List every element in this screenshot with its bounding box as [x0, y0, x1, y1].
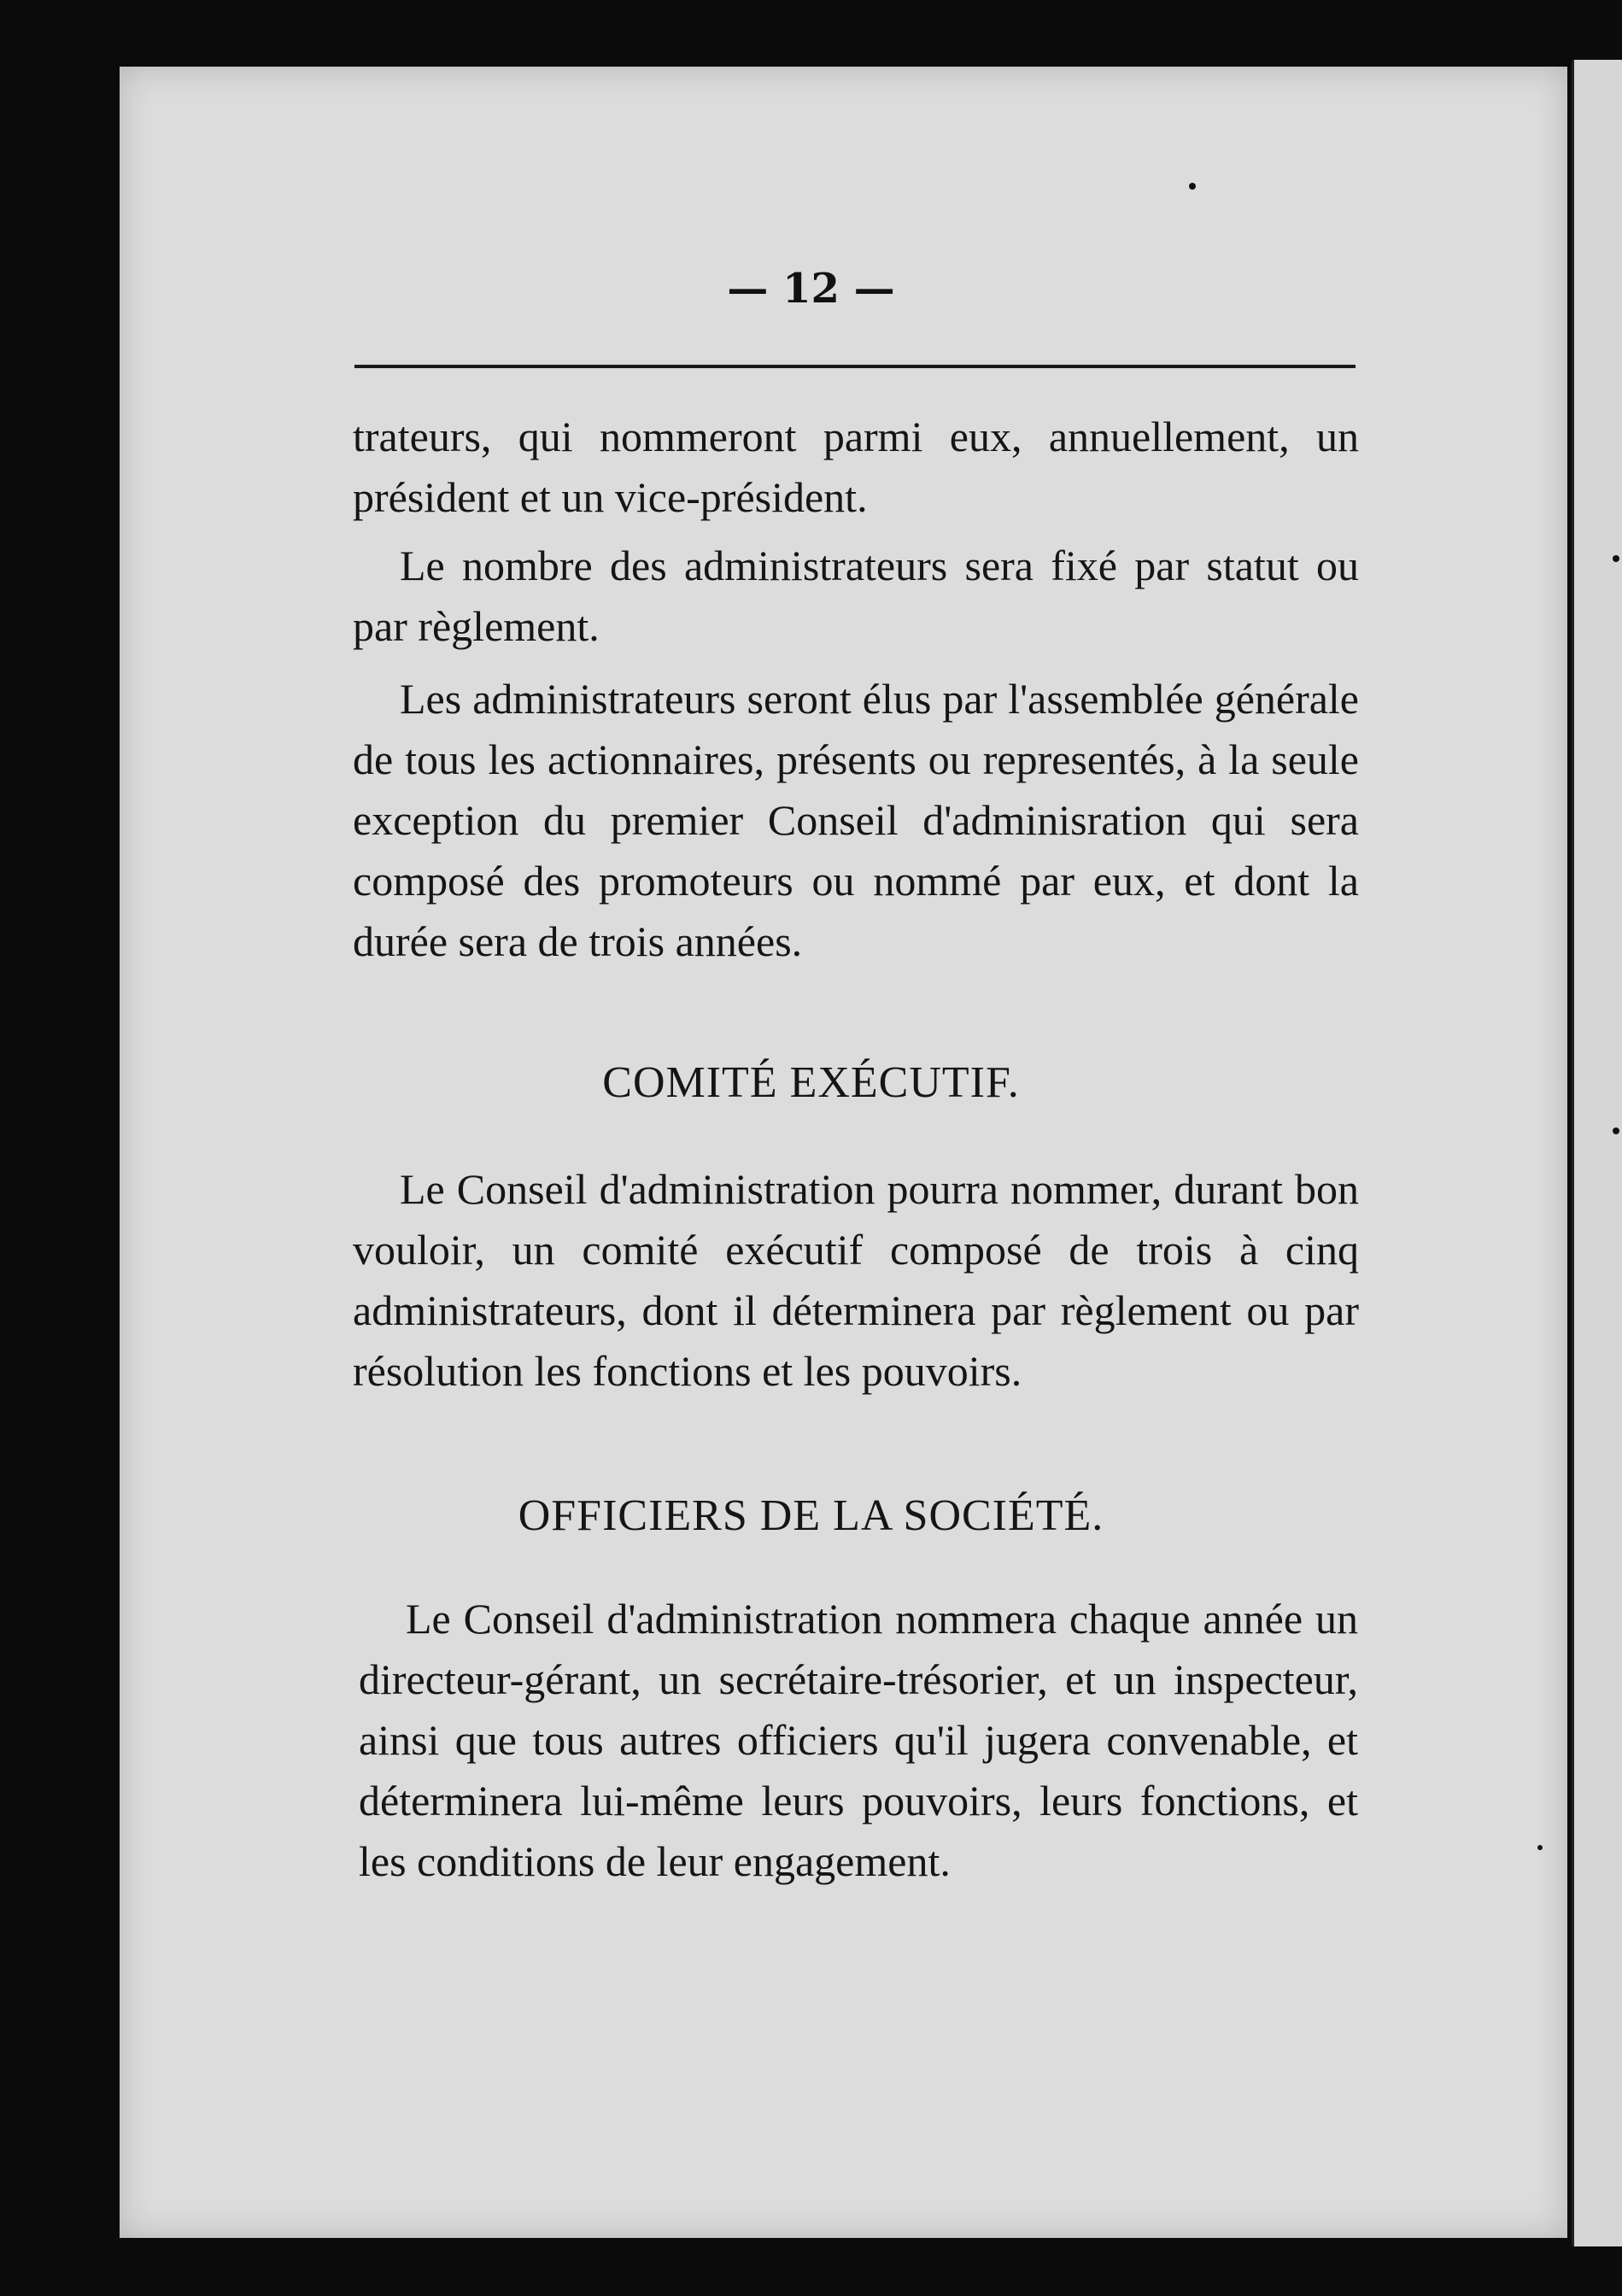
page-number: — 12 —: [727, 265, 895, 313]
paragraph: Le Conseil d'administration pourra nommer, durant bon vouloir, un comité exécutif composé de trois à cinq administrateurs, dont il déterminera par règlement ou par résolution les fonctions et les pouvoirs.: [353, 1165, 1359, 1395]
paragraph-number-of-administrators: [353, 536, 1359, 657]
section-body-officers: [359, 1589, 1358, 1892]
section-heading-officers: OFFICIERS DE LA SOCIÉTÉ.: [518, 1491, 1104, 1540]
ink-speck: [1613, 555, 1619, 562]
paragraph-continuation: [353, 407, 1359, 528]
paragraph: Les administrateurs seront élus par l'assemblée générale de tous les actionnaires, présents ou representés, à la seule exception du premier Conseil d'adminisration qui sera composé des promoteurs ou nommé par eux, et dont la durée sera de trois années.: [353, 675, 1359, 965]
ink-speck: [1613, 1128, 1619, 1134]
ink-speck: [1189, 183, 1196, 190]
book-page: [120, 67, 1567, 2238]
paragraph: Le Conseil d'administration nommera chaque année un directeur-gérant, un secrétaire-trésorier, et un inspecteur, ainsi que tous autres officiers qu'il jugera convenable, et déterminera lui-même leurs pouvoirs, leurs fonctions, et les conditions de leur engagement.: [359, 1595, 1358, 1885]
paragraph: Le nombre des administrateurs sera fixé par statut ou par règlement.: [353, 542, 1359, 650]
paragraph-election-of-administrators: [353, 669, 1359, 972]
adjacent-page-edge: [1572, 60, 1622, 2246]
section-body-executive-committee: [353, 1159, 1359, 1402]
ink-speck: [1537, 1845, 1543, 1850]
header-rule: [354, 365, 1356, 368]
paragraph: trateurs, qui nommeront parmi eux, annuellement, un président et un vice-président.: [353, 413, 1359, 521]
section-heading-executive-committee: COMITÉ EXÉCUTIF.: [602, 1058, 1020, 1107]
